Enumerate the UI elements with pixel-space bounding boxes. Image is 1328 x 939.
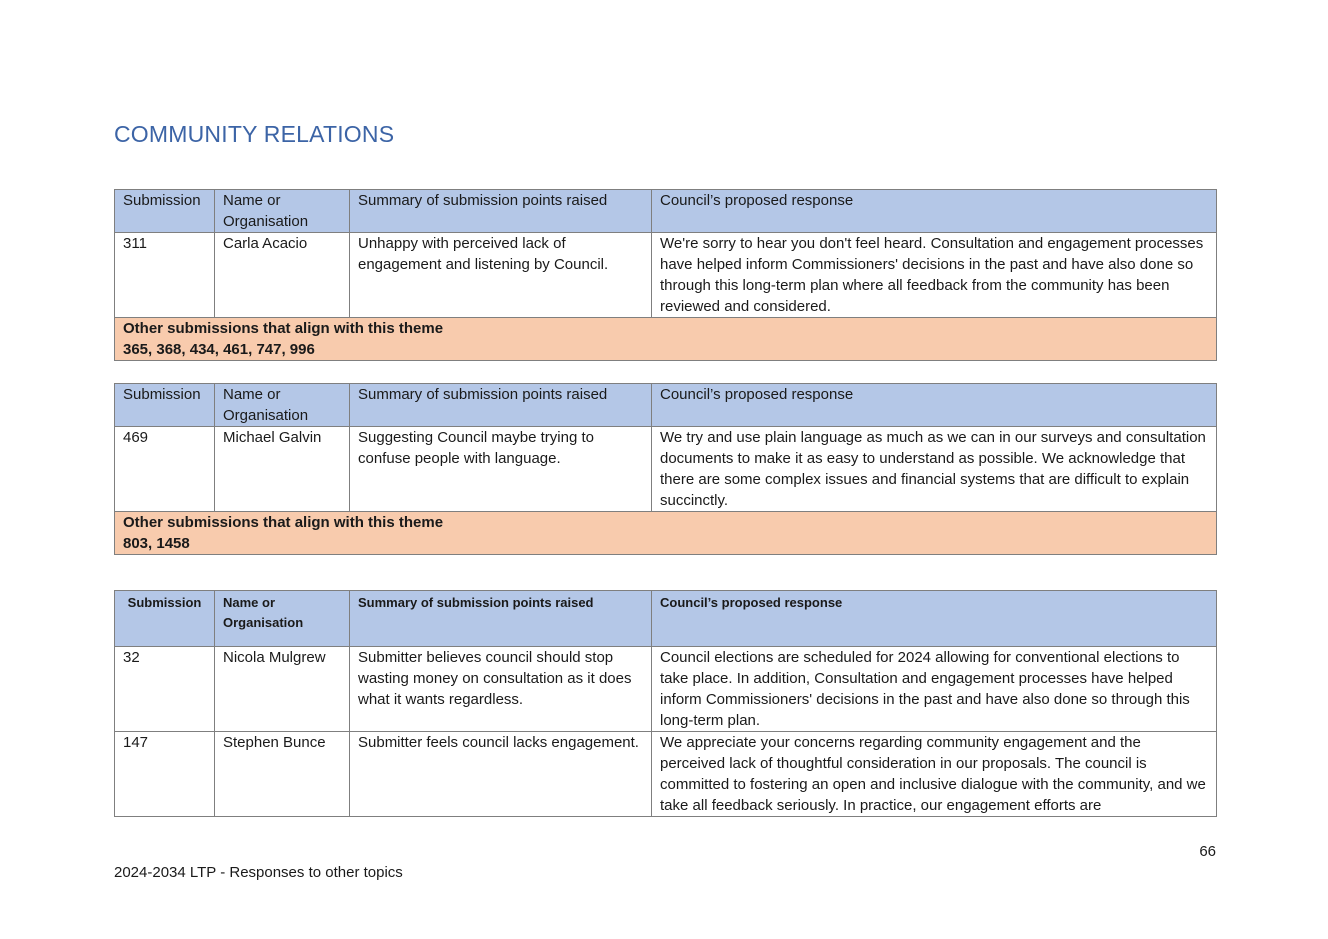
- table-row: [115, 233, 1217, 318]
- section-heading: COMMUNITY RELATIONS: [114, 121, 395, 147]
- page-number: 66: [1199, 843, 1216, 860]
- cell-response: We're sorry to hear you don't feel heard. Consultation and engagement processes have helped inform Commissioners' decisions in the past and have also done so through this long-term plan where all feedback from the community has been reviewed and considered.: [652, 233, 1217, 318]
- table-header-row: [115, 591, 1217, 647]
- cell-submission: 147: [115, 732, 215, 817]
- table-header-row: [115, 190, 1217, 233]
- cell-submission: 469: [115, 427, 215, 512]
- other-submissions-cell: [115, 318, 1217, 361]
- table-row: [115, 647, 1217, 732]
- cell-summary: Submitter believes council should stop wasting money on consultation as it does what it wants regardless.: [350, 647, 652, 732]
- header-summary: Summary of submission points raised: [350, 591, 652, 647]
- other-submissions-label: Other submissions that align with this theme: [123, 514, 444, 531]
- other-submissions-values: 803, 1458: [123, 535, 190, 552]
- header-submission: Submission: [115, 384, 215, 427]
- header-response: Council’s proposed response: [652, 384, 1217, 427]
- table-row: [115, 427, 1217, 512]
- header-name: Name or Organisation: [215, 384, 350, 427]
- table-header-row: [115, 384, 1217, 427]
- cell-summary: Unhappy with perceived lack of engagement and listening by Council.: [350, 233, 652, 318]
- submission-table-1: [114, 189, 1217, 361]
- other-submissions-values: 365, 368, 434, 461, 747, 996: [123, 341, 315, 358]
- header-name: Name or Organisation: [215, 190, 350, 233]
- other-submissions-cell: [115, 512, 1217, 555]
- other-submissions-row: [115, 318, 1217, 361]
- cell-name: Michael Galvin: [215, 427, 350, 512]
- cell-response: We appreciate your concerns regarding community engagement and the perceived lack of thoughtful consideration in our proposals. The council is committed to fostering an open and inclusive dialogue with the community, and we take all feedback seriously. In practice, our engagement efforts are: [652, 732, 1217, 817]
- header-summary: Summary of submission points raised: [350, 190, 652, 233]
- table-row: [115, 732, 1217, 817]
- other-submissions-row: [115, 512, 1217, 555]
- header-response: Council’s proposed response: [652, 591, 1217, 647]
- cell-name: Stephen Bunce: [215, 732, 350, 817]
- cell-response: We try and use plain language as much as we can in our surveys and consultation documents to make it as easy to understand as possible. We acknowledge that there are some complex issues and financial systems that are difficult to explain succinctly.: [652, 427, 1217, 512]
- submission-table-3: [114, 590, 1217, 817]
- header-response: Council’s proposed response: [652, 190, 1217, 233]
- header-submission: Submission: [115, 190, 215, 233]
- cell-summary: Suggesting Council maybe trying to confuse people with language.: [350, 427, 652, 512]
- cell-summary: Submitter feels council lacks engagement.: [350, 732, 652, 817]
- cell-response: Council elections are scheduled for 2024 allowing for conventional elections to take place. In addition, Consultation and engagement processes have helped inform Commissioners' decisions in the past and have also done so through this long-term plan.: [652, 647, 1217, 732]
- header-submission: Submission: [115, 591, 215, 647]
- cell-name: Nicola Mulgrew: [215, 647, 350, 732]
- other-submissions-label: Other submissions that align with this theme: [123, 320, 444, 337]
- header-name: Name or Organisation: [215, 591, 350, 647]
- header-summary: Summary of submission points raised: [350, 384, 652, 427]
- submission-table-2: [114, 383, 1217, 555]
- cell-name: Carla Acacio: [215, 233, 350, 318]
- cell-submission: 32: [115, 647, 215, 732]
- page-footer: 2024-2034 LTP - Responses to other topics: [114, 864, 403, 881]
- cell-submission: 311: [115, 233, 215, 318]
